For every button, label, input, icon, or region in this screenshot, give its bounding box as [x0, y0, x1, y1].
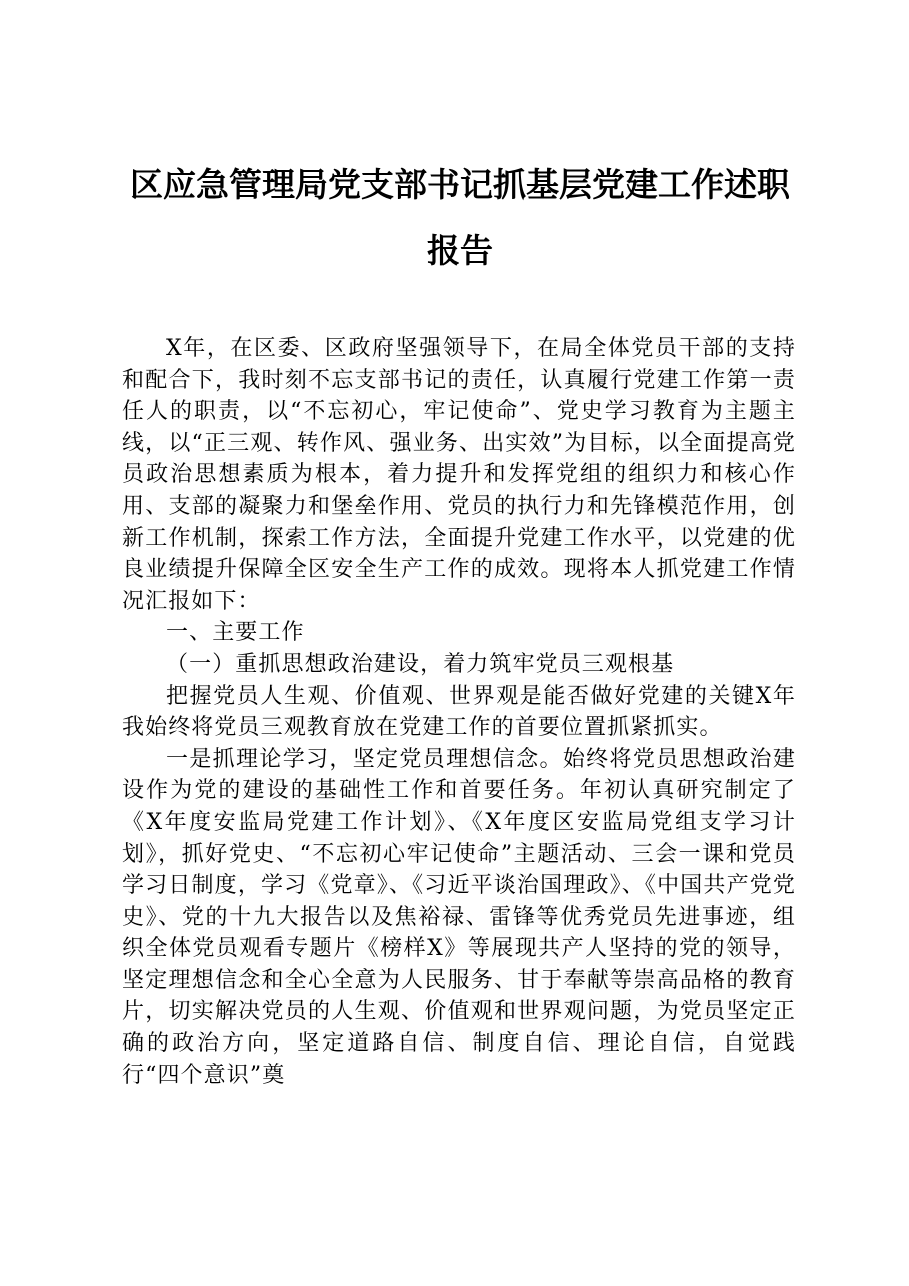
- section-heading: 一、主要工作: [166, 620, 305, 646]
- title-line-2: 报告: [427, 231, 493, 270]
- body-paragraph: 把握党员人生观、价值观、世界观是能否做好党建的关键X年我始终将党员三观教育放在党建工作的首要位置抓紧抓实。: [122, 683, 796, 741]
- title-line-1: 区应急管理局党支部书记抓基层党建工作述职: [130, 165, 790, 204]
- body-paragraph: 一是抓理论学习，坚定党员理想信念。始终将党员思想政治建设作为党的建设的基础性工作和首要任务。年初认真研究制定了《X年度安监局党建工作计划》、《X年度区安监局党组支学习计划》，抓好党史、“不忘初心牢记使命”主题活动、三会一课和党员学习日制度，学习《党章》、《习近平谈治国理政》、《中国共产党党史》、党的十九大报告以及焦裕禄、雷锋等优秀党员先进事迹，组织全体党员观看专题片《榜样X》等展现共产人坚持的党的领导，坚定理想信念和全心全意为人民服务、甘于奉献等崇高品格的教育片，切实解决党员的人生观、价值观和世界观问题，为党员坚定正确的政治方向，坚定道路自信、制度自信、理论自信，自觉践行“四个意识”奠: [122, 746, 796, 1088]
- document-body: [122, 333, 796, 1091]
- intro-paragraph: X年，在区委、区政府坚强领导下，在局全体党员干部的支持和配合下，我时刻不忘支部书记的责任，认真履行党建工作第一责任人的职责，以“不忘初心，牢记使命”、党史学习教育为主题主线，以“正三观、转作风、强业务、出实效”为目标，以全面提高党员政治思想素质为根本，着力提升和发挥党组的组织力和核心作用、支部的凝聚力和堡垒作用、党员的执行力和先锋模范作用，创新工作机制，探索工作方法，全面提升党建工作水平，以党建的优良业绩提升保障全区安全生产工作的成效。现将本人抓党建工作情况汇报如下：: [122, 336, 796, 614]
- subsection-heading: （一）重抓思想政治建设，着力筑牢党员三观根基: [166, 651, 675, 677]
- document-title: [120, 152, 800, 284]
